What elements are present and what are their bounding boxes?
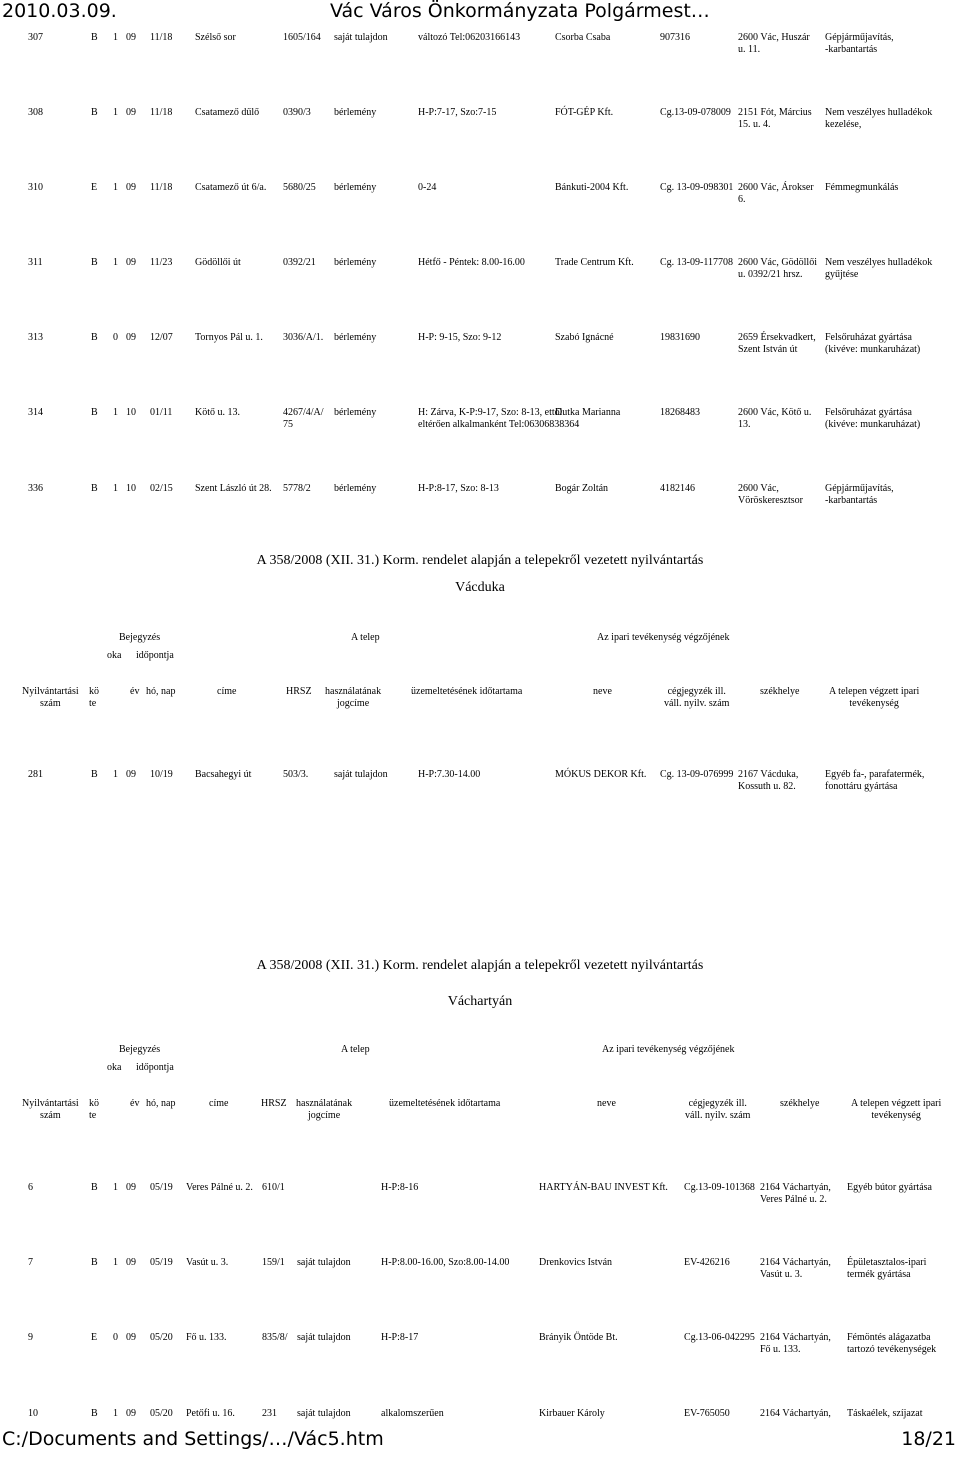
table-cell: Kötő u. 13. (195, 407, 240, 418)
table-cell: Táskaélek, szíjazat (847, 1408, 923, 1419)
table-cell: EV-765050 (684, 1408, 730, 1419)
table-cell: 610/1 (262, 1182, 285, 1193)
table-cell: 4182146 (660, 483, 695, 494)
table-cell: H-P: 9-15, Szo: 9-12 (418, 332, 502, 343)
table-cell: 7 (28, 1257, 33, 1268)
table-cell: 310 (28, 182, 43, 193)
table-cell: Fő u. 133. (186, 1332, 227, 1343)
table-cell: alkalomszerűen (381, 1408, 444, 1419)
table-row (0, 1332, 960, 1392)
table-cell: 4267/4/A/ 75 (283, 407, 324, 430)
table-cell: változó Tel:06203166143 (418, 32, 521, 43)
header-neve: neve (597, 1098, 616, 1109)
table-cell: Brányik Öntöde Bt. (539, 1332, 618, 1343)
header-hasznalat: használatának jogcíme (296, 1098, 353, 1121)
table-cell: 1 (113, 1257, 118, 1268)
table-cell: MÓKUS DEKOR Kft. (555, 769, 647, 780)
table-cell: EV-426216 (684, 1257, 730, 1268)
page-header (0, 0, 960, 26)
table-cell: Gépjárműjavítás, -karbantartás (825, 32, 894, 55)
header-telepen: A telepen végzett ipari tevékenység (851, 1098, 942, 1121)
table-cell: bérlemény (334, 332, 377, 343)
table-cell: 12/07 (150, 332, 173, 343)
header-ev: év (130, 686, 140, 697)
table-cell: Szent László út 28. (195, 483, 272, 494)
header-honap: hó, nap (146, 686, 176, 697)
table-cell: Hétfő - Péntek: 8.00-16.00 (418, 257, 525, 268)
table-cell: 05/19 (150, 1182, 173, 1193)
table-cell: 2164 Váchartyán, (760, 1408, 831, 1419)
table-cell: 09 (126, 769, 136, 780)
header-cime: címe (217, 686, 237, 697)
table-cell: H-P:8-16 (381, 1182, 419, 1193)
table-cell: B (91, 407, 98, 418)
table-cell: bérlemény (334, 407, 377, 418)
table-cell: 835/8/ (262, 1332, 288, 1343)
table-cell: Bánkuti-2004 Kft. (555, 182, 629, 193)
table-cell: 313 (28, 332, 43, 343)
table-cell: Csatamező út 6/a. (195, 182, 267, 193)
header-honap: hó, nap (146, 1098, 176, 1109)
table-cell: B (91, 1257, 98, 1268)
table-cell: 09 (126, 1182, 136, 1193)
table-cell: Veres Pálné u. 2. (186, 1182, 253, 1193)
header-a-telep: A telep (351, 632, 380, 643)
header-az-ipari: Az ipari tevékenység végzőjének (597, 632, 730, 643)
table-cell: 281 (28, 769, 43, 780)
table-cell: 10 (28, 1408, 38, 1419)
table-cell: H-P:8-17, Szo: 8-13 (418, 483, 499, 494)
table-cell: Tornyos Pál u. 1. (195, 332, 263, 343)
table-cell: 1 (113, 182, 118, 193)
table-cell: 2151 Fót, Március 15. u. 4. (738, 107, 812, 130)
footer-page-number: 18/21 (901, 1428, 956, 1450)
table-cell: 05/20 (150, 1408, 173, 1419)
header-cegjegyzek: cégjegyzék ill. váll. nyilv. szám (685, 1098, 751, 1121)
header-bejegyzes: Bejegyzés (119, 632, 161, 643)
table-cell: 10/19 (150, 769, 173, 780)
table-row (0, 182, 960, 242)
table-cell: 1 (113, 257, 118, 268)
header-oka: oka (107, 650, 122, 661)
table-cell: 2164 Váchartyán, Vasút u. 3. (760, 1257, 831, 1280)
header-nyilv-szam: Nyilvántartási szám (22, 686, 79, 709)
table-cell: 0392/21 (283, 257, 316, 268)
table-cell: 6 (28, 1182, 33, 1193)
table-cell: 1 (113, 32, 118, 43)
table-cell: 307 (28, 32, 43, 43)
table-row (0, 107, 960, 167)
header-oka: oka (107, 1062, 122, 1073)
table-cell: Egyéb fa-, parafatermék, fonottáru gyártása (825, 769, 925, 792)
table-cell: 503/3. (283, 769, 309, 780)
table-cell: 2600 Vác, Huszár u. 11. (738, 32, 810, 55)
table-cell: B (91, 1182, 98, 1193)
section-subtitle: Váchartyán (447, 994, 513, 1009)
table-cell: 11/23 (150, 257, 173, 268)
table-cell: 159/1 (262, 1257, 285, 1268)
table-cell: 05/20 (150, 1332, 173, 1343)
table-cell: 0 (113, 1332, 118, 1343)
table-cell: saját tulajdon (334, 769, 388, 780)
header-hrsz: HRSZ (286, 686, 312, 697)
table-cell: B (91, 769, 98, 780)
table-cell: bérlemény (334, 182, 377, 193)
table-cell: B (91, 332, 98, 343)
header-ev: év (130, 1098, 140, 1109)
table-cell: 18268483 (660, 407, 700, 418)
table-cell: 336 (28, 483, 43, 494)
header-szekhelye: székhelye (760, 686, 800, 697)
table-cell: 1 (113, 1408, 118, 1419)
table-cell: 308 (28, 107, 43, 118)
table-cell: Felsőruházat gyártása (kivéve: munkaruházat) (825, 407, 921, 430)
table-cell: 2600 Vác, Kötő u. 13. (738, 407, 812, 430)
table-cell: 09 (126, 1257, 136, 1268)
table-cell: Fémöntés alágazatba tartozó tevékenységek (847, 1332, 937, 1355)
table-cell: 314 (28, 407, 43, 418)
table-cell: Felsőruházat gyártása (kivéve: munkaruházat) (825, 332, 921, 355)
table-cell: Szabó Ignácné (555, 332, 614, 343)
table-cell: 09 (126, 32, 136, 43)
table-cell: 9 (28, 1332, 33, 1343)
header-bejegyzes: Bejegyzés (119, 1044, 161, 1055)
table-cell: Vasút u. 3. (186, 1257, 229, 1268)
table-cell: Gépjárműjavítás, -karbantartás (825, 483, 894, 506)
table-cell: saját tulajdon (297, 1332, 351, 1343)
table-cell: 01/11 (150, 407, 173, 418)
table-cell: 09 (126, 182, 136, 193)
table-cell: bérlemény (334, 107, 377, 118)
table-row (0, 769, 960, 829)
table-cell: H-P:7-17, Szo:7-15 (418, 107, 497, 118)
table-cell: FÓT-GÉP Kft. (555, 107, 614, 118)
table-cell: 02/15 (150, 483, 173, 494)
table-cell: 1 (113, 769, 118, 780)
table-cell: Dutka Marianna (555, 407, 621, 418)
header-idopontja: időpontja (136, 650, 174, 661)
table-cell: Cg. 13-09-076999 (660, 769, 734, 780)
section-subtitle: Vácduka (455, 580, 505, 595)
table-cell: Trade Centrum Kft. (555, 257, 634, 268)
table-cell: 5680/25 (283, 182, 316, 193)
header-neve: neve (593, 686, 612, 697)
table-cell: 0-24 (418, 182, 437, 193)
table-cell: 09 (126, 332, 136, 343)
table-cell: B (91, 32, 98, 43)
table-cell: 2659 Érsekvadkert, Szent István út (738, 332, 816, 355)
table-row (0, 1257, 960, 1317)
table-cell: 2164 Váchartyán, Fő u. 133. (760, 1332, 831, 1355)
table-cell: 2600 Vác, Vöröskeresztsor (738, 483, 803, 506)
table-cell: 907316 (660, 32, 690, 43)
table-cell: 231 (262, 1408, 277, 1419)
table-cell: 09 (126, 1332, 136, 1343)
table-cell: Cg.13-06-042295 (684, 1332, 755, 1343)
table-cell: H-P:7.30-14.00 (418, 769, 481, 780)
header-nyilv-szam: Nyilvántartási szám (22, 1098, 79, 1121)
table-cell: 11/18 (150, 107, 173, 118)
table-cell: Cg.13-09-101368 (684, 1182, 755, 1193)
table-cell: Nem veszélyes hulladékok kezelése, (825, 107, 933, 130)
table-cell: H-P:8-17 (381, 1332, 419, 1343)
header-kote: kö te (89, 686, 99, 709)
table-row (0, 407, 960, 467)
table-cell: Cg. 13-09-098301 (660, 182, 734, 193)
table-cell: Kirbauer Károly (539, 1408, 605, 1419)
header-title: Vác Város Önkormányzata Polgármest… (330, 0, 710, 22)
table-cell: 11/18 (150, 182, 173, 193)
table-cell: bérlemény (334, 257, 377, 268)
table-cell: B (91, 1408, 98, 1419)
table-cell: 11/18 (150, 32, 173, 43)
table-cell: 1 (113, 107, 118, 118)
table-cell: 19831690 (660, 332, 700, 343)
table-cell: 3036/A/1. (283, 332, 324, 343)
header-az-ipari: Az ipari tevékenység végzőjének (602, 1044, 735, 1055)
header-a-telep: A telep (341, 1044, 370, 1055)
table-cell: B (91, 483, 98, 494)
table-cell: 09 (126, 1408, 136, 1419)
table-cell: Bacsahegyi út (195, 769, 252, 780)
table-cell: H-P:8.00-16.00, Szo:8.00-14.00 (381, 1257, 510, 1268)
table-cell: 05/19 (150, 1257, 173, 1268)
table-row (0, 332, 960, 392)
table-cell: 2164 Váchartyán, Veres Pálné u. 2. (760, 1182, 831, 1205)
table-cell: saját tulajdon (334, 32, 388, 43)
table-cell: Csatamező dűlő (195, 107, 260, 118)
table-cell: 2600 Vác, Gödöllői u. 0392/21 hrsz. (738, 257, 817, 280)
header-hasznalat: használatának jogcíme (325, 686, 382, 709)
table-cell: Drenkovics István (539, 1257, 613, 1268)
header-hrsz: HRSZ (261, 1098, 287, 1109)
table-cell: saját tulajdon (297, 1408, 351, 1419)
table-cell: Épületasztalos-ipari termék gyártása (847, 1257, 927, 1280)
section-title: A 358/2008 (XII. 31.) Korm. rendelet alapján a telepekről vezetett nyilvántartás (256, 553, 704, 568)
header-kote: kö te (89, 1098, 99, 1121)
table-cell: Bogár Zoltán (555, 483, 609, 494)
table-cell: E (91, 1332, 98, 1343)
header-telepen: A telepen végzett ipari tevékenység (829, 686, 920, 709)
section-title: A 358/2008 (XII. 31.) Korm. rendelet alapján a telepekről vezetett nyilvántartás (256, 958, 704, 973)
header-uzemeltetes: üzemeltetésének időtartama (389, 1098, 501, 1109)
table-cell: saját tulajdon (297, 1257, 351, 1268)
table-cell: 09 (126, 257, 136, 268)
table-cell: bérlemény (334, 483, 377, 494)
table-cell: E (91, 182, 98, 193)
table-cell: Petőfi u. 16. (186, 1408, 235, 1419)
table-cell: B (91, 257, 98, 268)
table-cell: 09 (126, 107, 136, 118)
header-idopontja: időpontja (136, 1062, 174, 1073)
table-cell: Szélső sor (195, 32, 236, 43)
table-cell: 10 (126, 407, 136, 418)
table-cell: H: Zárva, K-P:9-17, Szo: 8-13, ettől eltérően alkalmanként Tel:06306838364 (418, 407, 580, 430)
table-cell: B (91, 107, 98, 118)
table-cell: Egyéb bútor gyártása (847, 1182, 932, 1193)
table-cell: HARTYÁN-BAU INVEST Kft. (539, 1182, 668, 1193)
table-cell: 2600 Vác, Árokser 6. (738, 182, 814, 205)
table-cell: 2167 Vácduka, Kossuth u. 82. (738, 769, 799, 792)
table-cell: 5778/2 (283, 483, 311, 494)
table-cell: Nem veszélyes hulladékok gyűjtése (825, 257, 933, 280)
table-cell: 10 (126, 483, 136, 494)
table-cell: 0390/3 (283, 107, 311, 118)
header-cegjegyzek: cégjegyzék ill. váll. nyilv. szám (664, 686, 730, 709)
table-cell: 1 (113, 483, 118, 494)
table-row (0, 483, 960, 543)
header-date: 2010.03.09. (2, 0, 117, 22)
table-row (0, 32, 960, 92)
table-cell: Gödöllői út (195, 257, 241, 268)
table-cell: 0 (113, 332, 118, 343)
table-cell: Fémmegmunkálás (825, 182, 899, 193)
table-cell: 311 (28, 257, 43, 268)
header-szekhelye: székhelye (780, 1098, 820, 1109)
footer-path: C:/Documents and Settings/…/Vác5.htm (2, 1428, 384, 1450)
table-row (0, 1182, 960, 1242)
table-row (0, 257, 960, 317)
table-cell: Csorba Csaba (555, 32, 611, 43)
table-cell: Cg.13-09-078009 (660, 107, 731, 118)
table-cell: 1605/164 (283, 32, 321, 43)
header-uzemeltetes: üzemeltetésének időtartama (411, 686, 523, 697)
table-cell: Cg. 13-09-117708 (660, 257, 733, 268)
header-cime: címe (209, 1098, 229, 1109)
table-cell: 1 (113, 407, 118, 418)
table-cell: 1 (113, 1182, 118, 1193)
